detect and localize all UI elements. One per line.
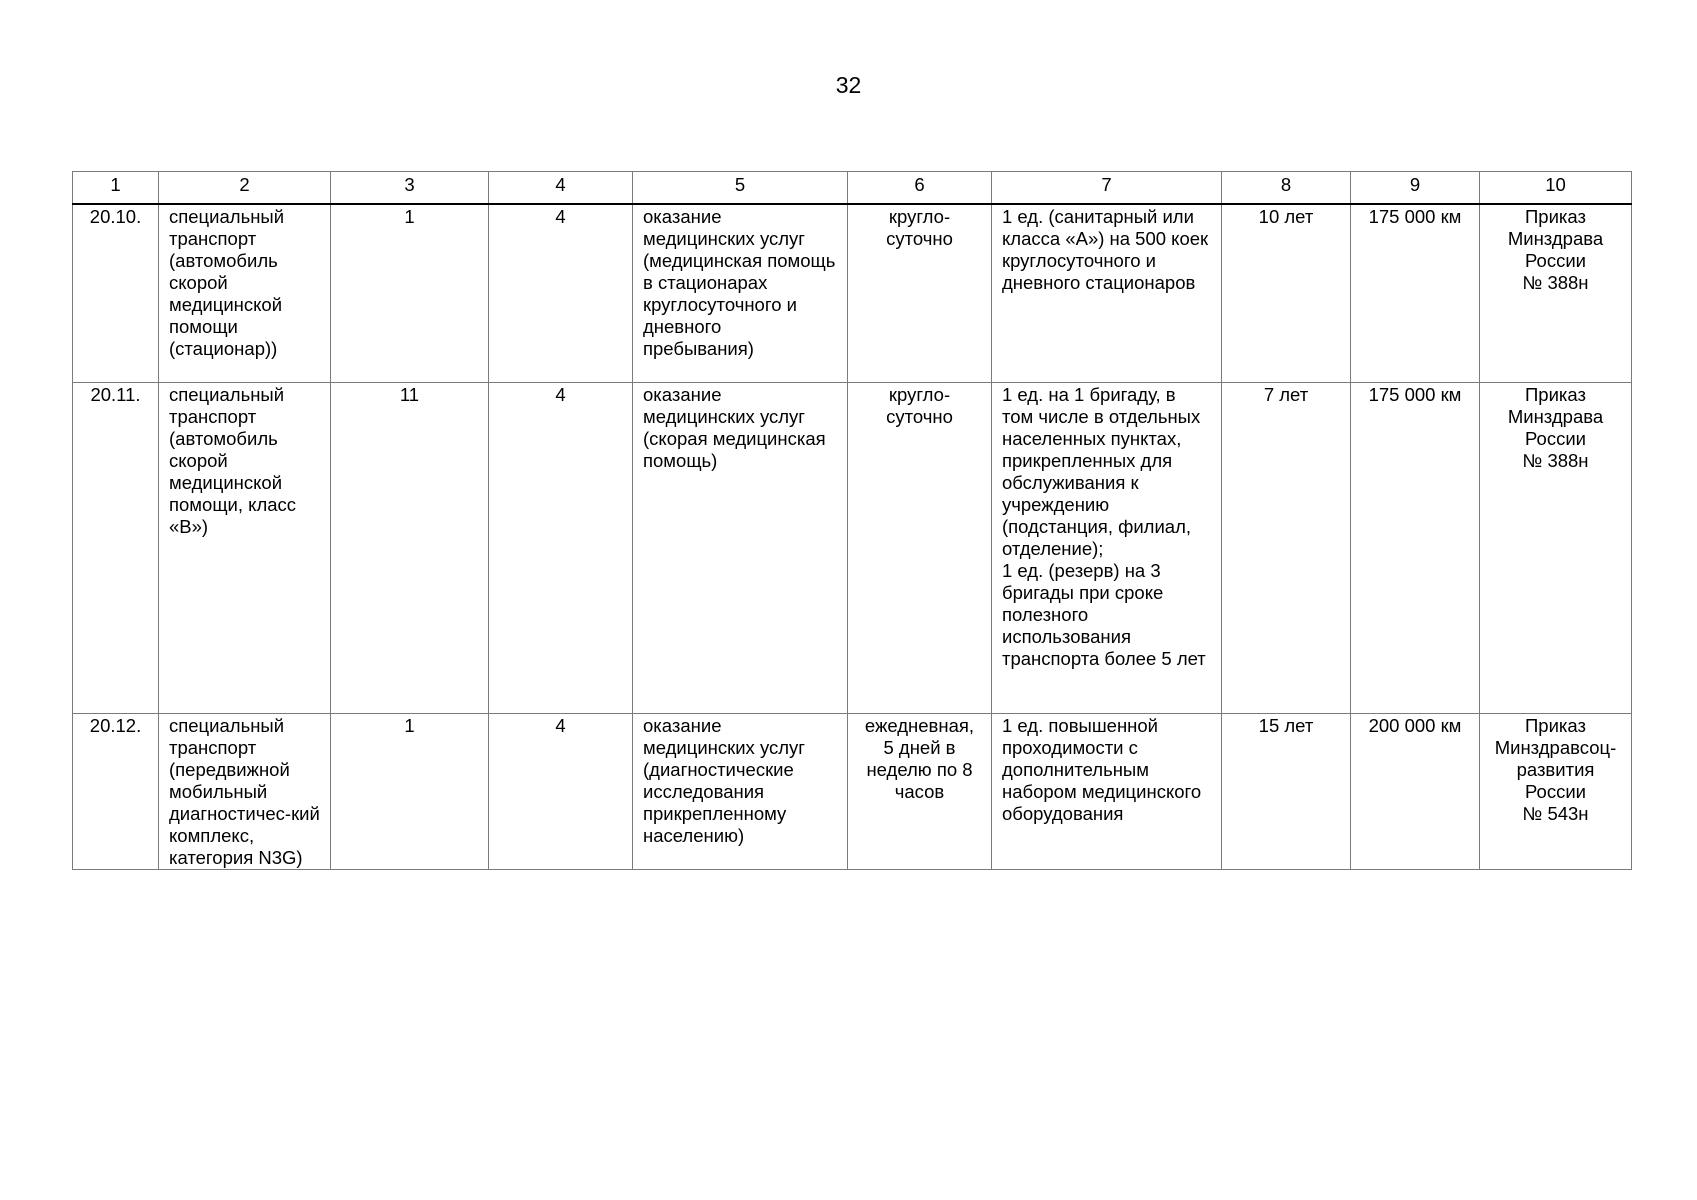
column-header: 10 [1480,172,1632,205]
table-row [73,204,1632,383]
category-cell: 4 [489,714,633,870]
column-header: 9 [1351,172,1480,205]
norm-cell: 1 ед. повышенной проходимости с дополнительным набором медицинского оборудования [992,714,1222,870]
service-life-cell: 15 лет [1222,714,1351,870]
vehicle-name: специальный транспорт (передвижной мобильный диагностичес-кий комплекс, категория N3G) [159,714,331,870]
mileage-cell: 175 000 км [1351,204,1480,383]
column-header: 3 [331,172,489,205]
purpose-cell: оказание медицинских услуг (диагностические исследования прикрепленному населению) [633,714,848,870]
quantity-cell: 11 [331,383,489,714]
vehicle-name: специальный транспорт (автомобиль скорой медицинской помощи (стационар)) [159,204,331,383]
category-cell: 4 [489,383,633,714]
column-header: 7 [992,172,1222,205]
operating-mode-cell: ежедневная, 5 дней в неделю по 8 часов [848,714,992,870]
row-number: 20.12. [73,714,159,870]
quantity-cell: 1 [331,714,489,870]
column-header: 4 [489,172,633,205]
operating-mode-cell: кругло- суточно [848,204,992,383]
column-header: 1 [73,172,159,205]
table-row [73,383,1632,714]
legal-basis-cell: Приказ Минздрава России № 388н [1480,383,1632,714]
column-header: 8 [1222,172,1351,205]
row-number: 20.11. [73,383,159,714]
vehicle-name: специальный транспорт (автомобиль скорой медицинской помощи, класс «В») [159,383,331,714]
quantity-cell: 1 [331,204,489,383]
column-header: 2 [159,172,331,205]
legal-basis-cell: Приказ Минздравсоц-развития России № 543н [1480,714,1632,870]
page-number: 32 [835,72,862,98]
mileage-cell: 175 000 км [1351,383,1480,714]
column-header: 5 [633,172,848,205]
category-cell: 4 [489,204,633,383]
norm-cell: 1 ед. (санитарный или класса «А») на 500 коек круглосуточного и дневного стационаров [992,204,1222,383]
service-life-cell: 7 лет [1222,383,1351,714]
purpose-cell: оказание медицинских услуг (медицинская помощь в стационарах круглосуточного и дневного пребывания) [633,204,848,383]
service-life-cell: 10 лет [1222,204,1351,383]
header-row [73,172,1632,205]
legal-basis-cell: Приказ Минздрава России № 388н [1480,204,1632,383]
purpose-cell: оказание медицинских услуг (скорая медицинская помощь) [633,383,848,714]
mileage-cell: 200 000 км [1351,714,1480,870]
table-row [73,714,1632,870]
equipment-norms-table [72,171,1632,870]
norm-cell: 1 ед. на 1 бригаду, в том числе в отдельных населенных пунктах, прикрепленных для обслуживания к учреждению (подстанция, филиал, отделение); 1 ед. (резерв) на 3 бригады при сроке полезного использования транспорта более 5 лет [992,383,1222,714]
row-number: 20.10. [73,204,159,383]
operating-mode-cell: кругло- суточно [848,383,992,714]
column-header: 6 [848,172,992,205]
